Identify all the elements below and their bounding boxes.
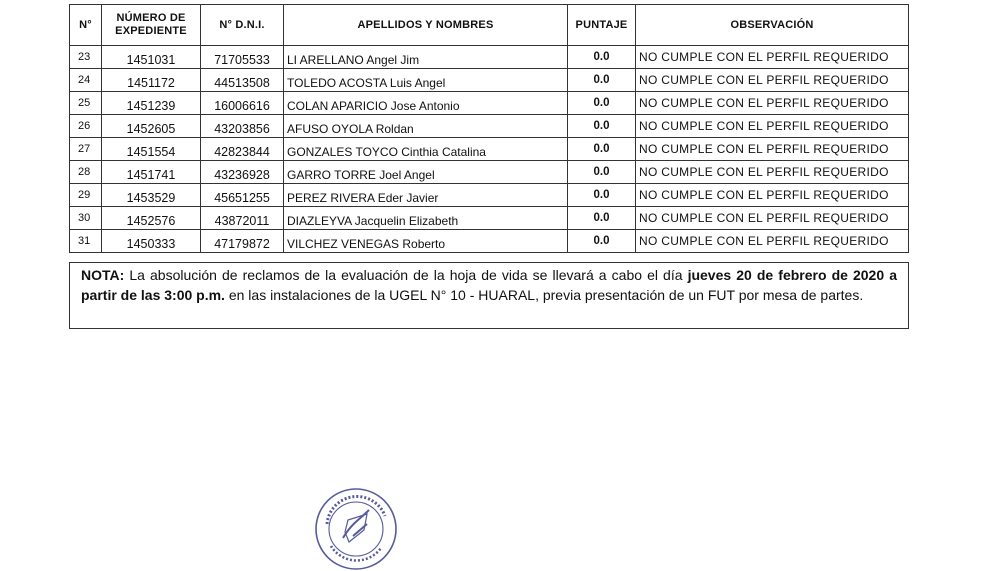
cell-expediente: 1452605 bbox=[102, 115, 201, 138]
table-row bbox=[70, 69, 909, 92]
cell-observacion: NO CUMPLE CON EL PERFIL REQUERIDO bbox=[636, 115, 909, 138]
table-row bbox=[70, 115, 909, 138]
cell-n: 30 bbox=[70, 207, 102, 230]
cell-observacion: NO CUMPLE CON EL PERFIL REQUERIDO bbox=[636, 161, 909, 184]
cell-n: 25 bbox=[70, 92, 102, 115]
cell-puntaje: 0.0 bbox=[568, 92, 636, 115]
cell-observacion: NO CUMPLE CON EL PERFIL REQUERIDO bbox=[636, 69, 909, 92]
cell-puntaje: 0.0 bbox=[568, 230, 636, 253]
cell-puntaje: 0.0 bbox=[568, 207, 636, 230]
table-row bbox=[70, 161, 909, 184]
cell-n: 28 bbox=[70, 161, 102, 184]
cell-observacion: NO CUMPLE CON EL PERFIL REQUERIDO bbox=[636, 184, 909, 207]
cell-dni: 45651255 bbox=[201, 184, 284, 207]
table-header-row bbox=[70, 5, 909, 46]
cell-dni: 43236928 bbox=[201, 161, 284, 184]
cell-dni: 43203856 bbox=[201, 115, 284, 138]
cell-expediente: 1451554 bbox=[102, 138, 201, 161]
cell-puntaje: 0.0 bbox=[568, 69, 636, 92]
cell-n: 27 bbox=[70, 138, 102, 161]
cell-expediente: 1451031 bbox=[102, 46, 201, 69]
cell-puntaje: 0.0 bbox=[568, 115, 636, 138]
table-row bbox=[70, 46, 909, 69]
cell-dni: 16006616 bbox=[201, 92, 284, 115]
cell-expediente: 1451172 bbox=[102, 69, 201, 92]
cell-n: 31 bbox=[70, 230, 102, 253]
cell-observacion: NO CUMPLE CON EL PERFIL REQUERIDO bbox=[636, 207, 909, 230]
header-expediente: NÚMERO DE EXPEDIENTE bbox=[102, 5, 201, 46]
cell-nombres: LI ARELLANO Angel Jim bbox=[284, 46, 568, 69]
cell-expediente: 1452576 bbox=[102, 207, 201, 230]
cell-observacion: NO CUMPLE CON EL PERFIL REQUERIDO bbox=[636, 92, 909, 115]
cell-nombres: PEREZ RIVERA Eder Javier bbox=[284, 184, 568, 207]
header-nombres: APELLIDOS Y NOMBRES bbox=[284, 5, 568, 46]
cell-dni: 42823844 bbox=[201, 138, 284, 161]
table-body bbox=[70, 46, 909, 253]
seal-arc-text-mark bbox=[327, 496, 385, 524]
header-observacion: OBSERVACIÓN bbox=[636, 5, 909, 46]
cell-expediente: 1451239 bbox=[102, 92, 201, 115]
header-n: N° bbox=[70, 5, 102, 46]
cell-dni: 44513508 bbox=[201, 69, 284, 92]
header-dni: N° D.N.I. bbox=[201, 5, 284, 46]
table-row bbox=[70, 230, 909, 253]
cell-nombres: GONZALES TOYCO Cinthia Catalina bbox=[284, 138, 568, 161]
cell-puntaje: 0.0 bbox=[568, 46, 636, 69]
cell-dni: 43872011 bbox=[201, 207, 284, 230]
cell-observacion: NO CUMPLE CON EL PERFIL REQUERIDO bbox=[636, 138, 909, 161]
table-row bbox=[70, 184, 909, 207]
cell-nombres: GARRO TORRE Joel Angel bbox=[284, 161, 568, 184]
cell-puntaje: 0.0 bbox=[568, 184, 636, 207]
results-table bbox=[69, 4, 909, 253]
cell-dni: 47179872 bbox=[201, 230, 284, 253]
table-row bbox=[70, 207, 909, 230]
cell-observacion: NO CUMPLE CON EL PERFIL REQUERIDO bbox=[636, 230, 909, 253]
table-row bbox=[70, 92, 909, 115]
cell-n: 24 bbox=[70, 69, 102, 92]
note-text-2: en las instalaciones de la UGEL N° 10 - HUARAL, previa presentación de un FUT por mesa de partes. bbox=[224, 287, 864, 303]
cell-nombres: TOLEDO ACOSTA Luis Angel bbox=[284, 69, 568, 92]
note-label: NOTA: bbox=[81, 267, 125, 283]
cell-nombres: COLAN APARICIO Jose Antonio bbox=[284, 92, 568, 115]
cell-n: 23 bbox=[70, 46, 102, 69]
cell-nombres: AFUSO OYOLA Roldan bbox=[284, 115, 568, 138]
seal-outer-ring bbox=[316, 489, 396, 569]
official-seal-stamp bbox=[309, 484, 404, 571]
cell-observacion: NO CUMPLE CON EL PERFIL REQUERIDO bbox=[636, 46, 909, 69]
cell-expediente: 1450333 bbox=[102, 230, 201, 253]
cell-dni: 71705533 bbox=[201, 46, 284, 69]
cell-nombres: VILCHEZ VENEGAS Roberto bbox=[284, 230, 568, 253]
cell-puntaje: 0.0 bbox=[568, 161, 636, 184]
table-row bbox=[70, 138, 909, 161]
cell-puntaje: 0.0 bbox=[568, 138, 636, 161]
note-text-1: La absolución de reclamos de la evaluación de la hoja de vida se llevará a cabo el día bbox=[124, 267, 688, 283]
note-date: jueves 20 de febrero de 2020 a partir de las 3:00 p.m. bbox=[81, 267, 897, 303]
cell-nombres: DIAZLEYVA Jacquelin Elizabeth bbox=[284, 207, 568, 230]
seal-inner-ring bbox=[329, 502, 383, 556]
header-puntaje: PUNTAJE bbox=[568, 5, 636, 46]
cell-n: 26 bbox=[70, 115, 102, 138]
cell-n: 29 bbox=[70, 184, 102, 207]
cell-expediente: 1453529 bbox=[102, 184, 201, 207]
cell-expediente: 1451741 bbox=[102, 161, 201, 184]
note-box bbox=[69, 262, 909, 329]
seal-bottom-arc-mark bbox=[331, 546, 381, 560]
